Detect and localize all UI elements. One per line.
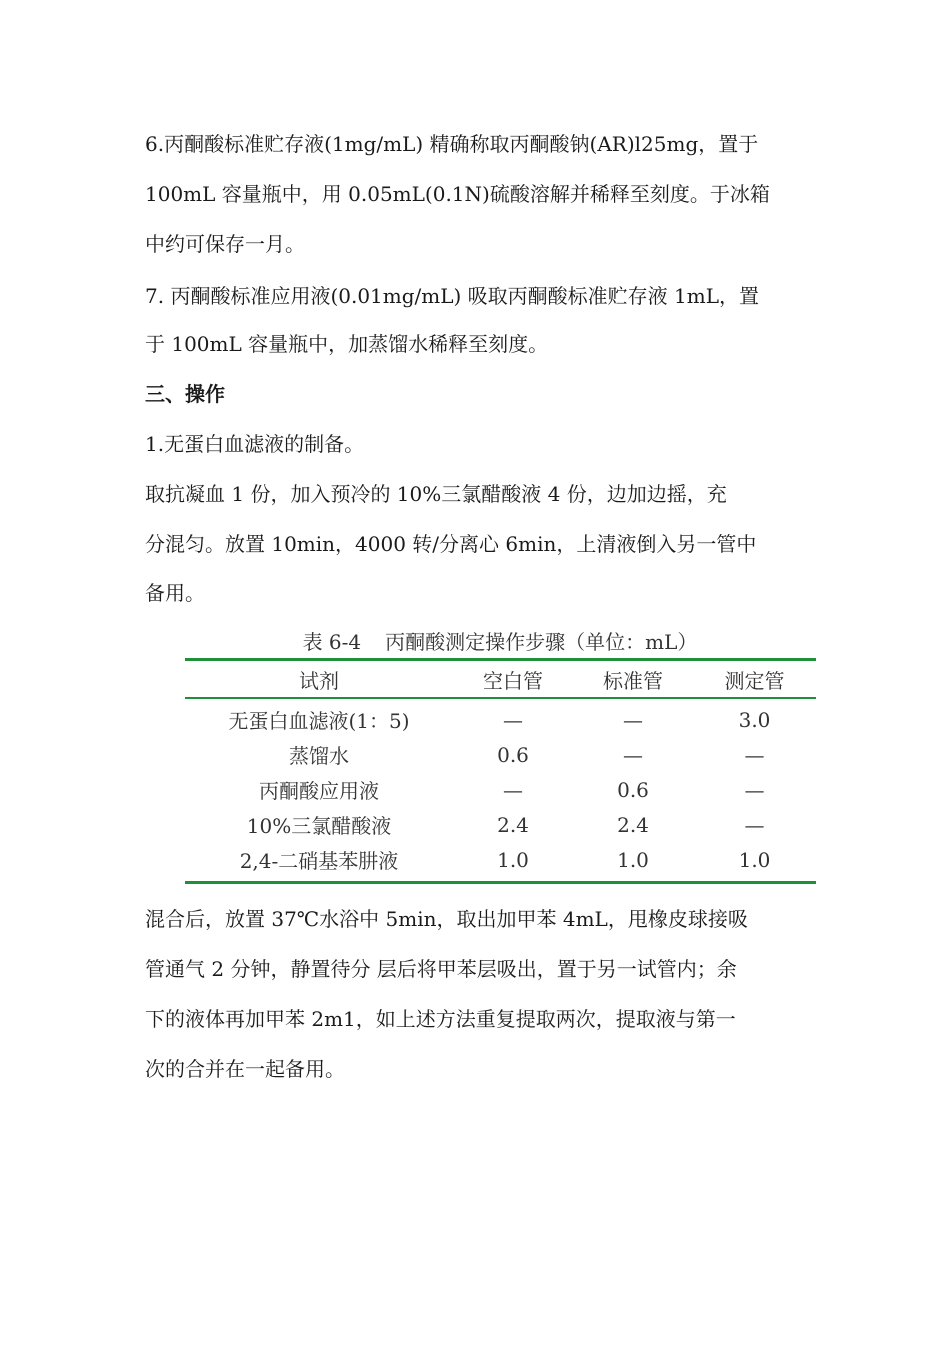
- table-cell: 2.4: [617, 812, 649, 837]
- table-row: [185, 698, 816, 737]
- after-line1: 混合后，放置 37℃水浴中 5min，取出加甲苯 4mL，甩橡皮球接吸: [145, 907, 748, 931]
- table-cell: 无蛋白血滤液(1：5): [228, 709, 410, 733]
- para6-line2: 100mL 容量瓶中，用 0.05mL(0.1N)硫酸溶解并稀释至刻度。于冰箱: [145, 182, 770, 206]
- header-standard-tube: 标准管: [573, 660, 693, 699]
- table-caption-text: 丙酮酸测定操作步骤（单位：mL）: [385, 630, 698, 654]
- table-cell: 1.0: [497, 847, 529, 872]
- table-cell: 10%三氯醋酸液: [246, 814, 392, 838]
- table-cell: 蒸馏水: [289, 744, 349, 768]
- table-caption: [185, 626, 815, 655]
- table-cell: 3.0: [738, 707, 771, 732]
- table-row: [185, 737, 816, 772]
- table-cell: —: [623, 707, 643, 732]
- procedure-table: [185, 658, 816, 884]
- table-cell: —: [623, 742, 643, 767]
- table-cell: 0.6: [497, 742, 529, 767]
- table-caption-number: 表 6-4: [302, 630, 362, 654]
- table-cell: 1.0: [617, 847, 649, 872]
- table-cell: —: [503, 777, 523, 802]
- table-cell: 2.4: [497, 812, 529, 837]
- para7-line2: 于 100mL 容量瓶中，加蒸馏水稀释至刻度。: [145, 332, 549, 356]
- step1-line1: 取抗凝血 1 份，加入预冷的 10%三氯醋酸液 4 份，边加边摇，充: [145, 482, 727, 506]
- para6-line1: 6.丙酮酸标准贮存液(1mg/mL) 精确称取丙酮酸钠(AR)l25mg，置于: [145, 132, 759, 156]
- table-cell: —: [744, 742, 765, 767]
- after-line4: 次的合并在一起备用。: [145, 1057, 345, 1081]
- table-cell: 0.6: [617, 777, 649, 802]
- table-row: [185, 772, 816, 807]
- section-heading: 三、操作: [145, 382, 225, 406]
- header-blank-tube: 空白管: [453, 660, 573, 699]
- table-cell: 2,4-二硝基苯肼液: [239, 849, 399, 873]
- header-test-tube: 测定管: [693, 660, 816, 699]
- para7-line1: 7. 丙酮酸标准应用液(0.01mg/mL) 吸取丙酮酸标准贮存液 1mL，置: [145, 284, 760, 308]
- header-reagent: 试剂: [185, 660, 453, 699]
- step1-title: 1.无蛋白血滤液的制备。: [145, 432, 365, 456]
- table-cell: 丙酮酸应用液: [259, 779, 379, 803]
- step1-line3: 备用。: [145, 581, 205, 605]
- table-cell: —: [744, 812, 765, 837]
- table-row: [185, 842, 816, 883]
- table-header-row: [185, 660, 816, 699]
- after-line3: 下的液体再加甲苯 2m1，如上述方法重复提取两次，提取液与第一: [145, 1007, 736, 1031]
- table-row: [185, 807, 816, 842]
- table-cell: —: [744, 777, 765, 802]
- table-cell: 1.0: [738, 847, 771, 872]
- step1-line2: 分混匀。放置 10min，4000 转/分离心 6min，上清液倒入另一管中: [145, 532, 757, 556]
- table-cell: —: [503, 707, 523, 732]
- para6-line3: 中约可保存一月。: [145, 232, 305, 256]
- after-line2: 管通气 2 分钟，静置待分 层后将甲苯层吸出，置于另一试管内；余: [145, 957, 737, 981]
